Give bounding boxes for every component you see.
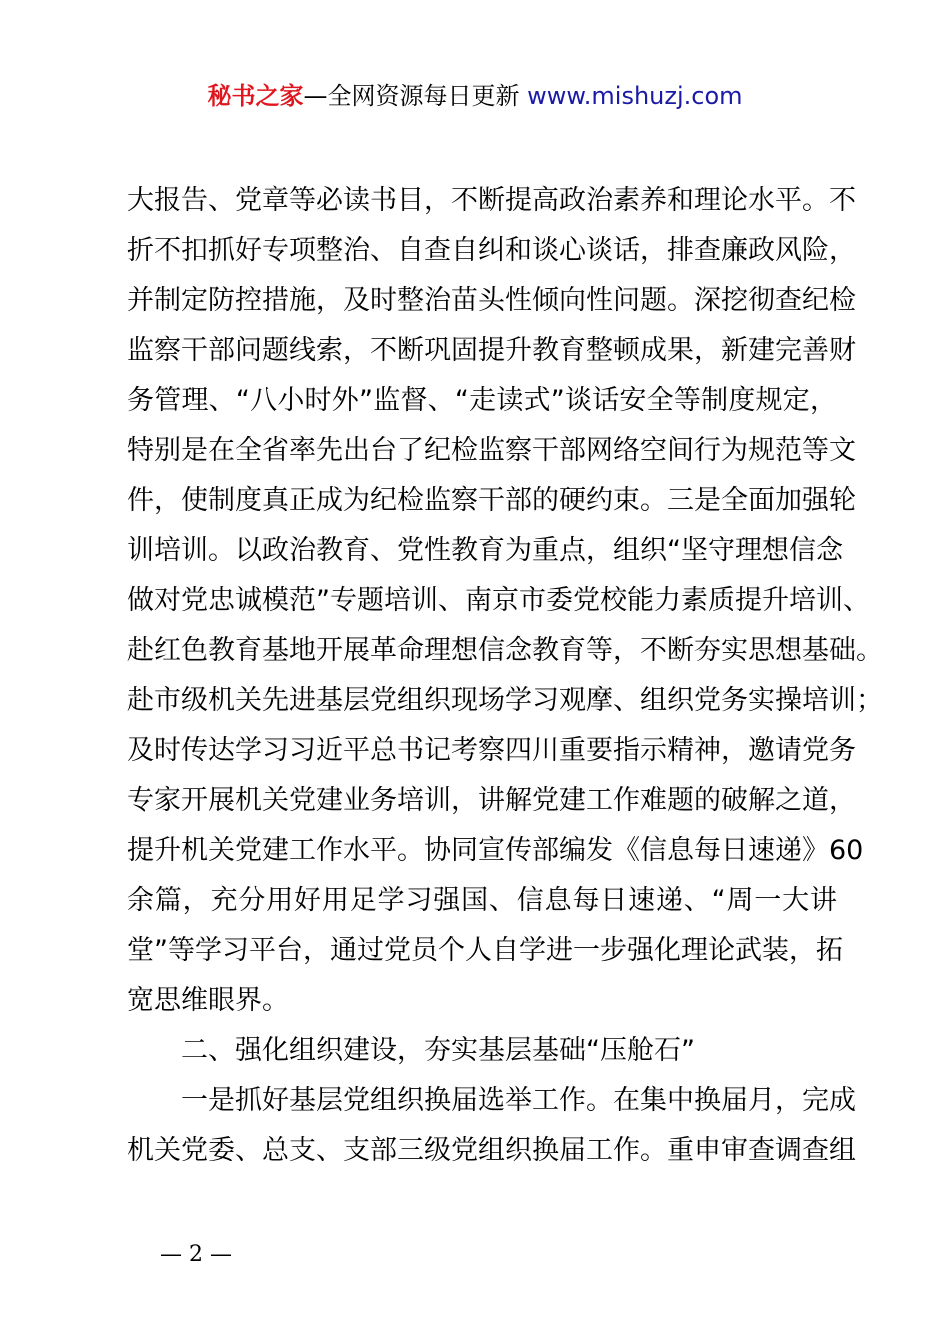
body-line: 件，使制度真正成为纪检监察干部的硬约束。三是全面加强轮 [127, 485, 856, 516]
body-line: 及时传达学习习近平总书记考察四川重要指示精神，邀请党务 [127, 735, 856, 766]
body-line: 堂”等学习平台，通过党员个人自学进一步强化理论武装，拓 [127, 935, 843, 966]
page-number: — 2 — [160, 1242, 232, 1267]
brand-name: 秘书之家 [207, 82, 304, 110]
site-watermark-header [0, 80, 950, 112]
body-line: 监察干部问题线索，不断巩固提升教育整顿成果，新建完善财 [127, 335, 856, 366]
body-line: 机关党委、总支、支部三级党组织换届工作。重申审查调查组 [127, 1135, 856, 1166]
document-body [127, 176, 883, 1176]
body-line: 提升机关党建工作水平。协同宣传部编发《信息每日速递》60 [127, 835, 864, 866]
body-line: 赴市级机关先进基层党组织现场学习观摩、组织党务实操培训； [127, 685, 883, 716]
body-line: 特别是在全省率先出台了纪检监察干部网络空间行为规范等文 [127, 435, 856, 466]
body-line: 余篇，充分用好用足学习强国、信息每日速递、“周一大讲 [127, 885, 837, 916]
body-line: 做对党忠诚模范”专题培训、南京市委党校能力素质提升培训、 [127, 585, 870, 616]
body-line: 务管理、“八小时外”监督、“走读式”谈话安全等制度规定， [127, 385, 837, 416]
body-line: 折不扣抓好专项整治、自查自纠和谈心谈话，排查廉政风险， [127, 235, 856, 266]
body-line: 大报告、党章等必读书目，不断提高政治素养和理论水平。不 [127, 185, 856, 216]
body-line-paragraph-start: 一是抓好基层党组织换届选举工作。在集中换届月，完成 [181, 1085, 856, 1116]
body-line: 并制定防控措施，及时整治苗头性倾向性问题。深挖彻查纪检 [127, 285, 856, 316]
body-line-paragraph-end: 宽思维眼界。 [127, 985, 289, 1016]
brand-url: www.mishuzj.com [527, 82, 743, 110]
body-line: 训培训。以政治教育、党性教育为重点，组织“坚守理想信念 [127, 535, 843, 566]
section-heading: 二、强化组织建设，夯实基层基础“压舱石” [181, 1035, 695, 1066]
body-line: 赴红色教育基地开展革命理想信念教育等，不断夯实思想基础。 [127, 635, 883, 666]
body-line: 专家开展机关党建业务培训，讲解党建工作难题的破解之道， [127, 785, 856, 816]
brand-tagline: —全网资源每日更新 [303, 82, 528, 110]
